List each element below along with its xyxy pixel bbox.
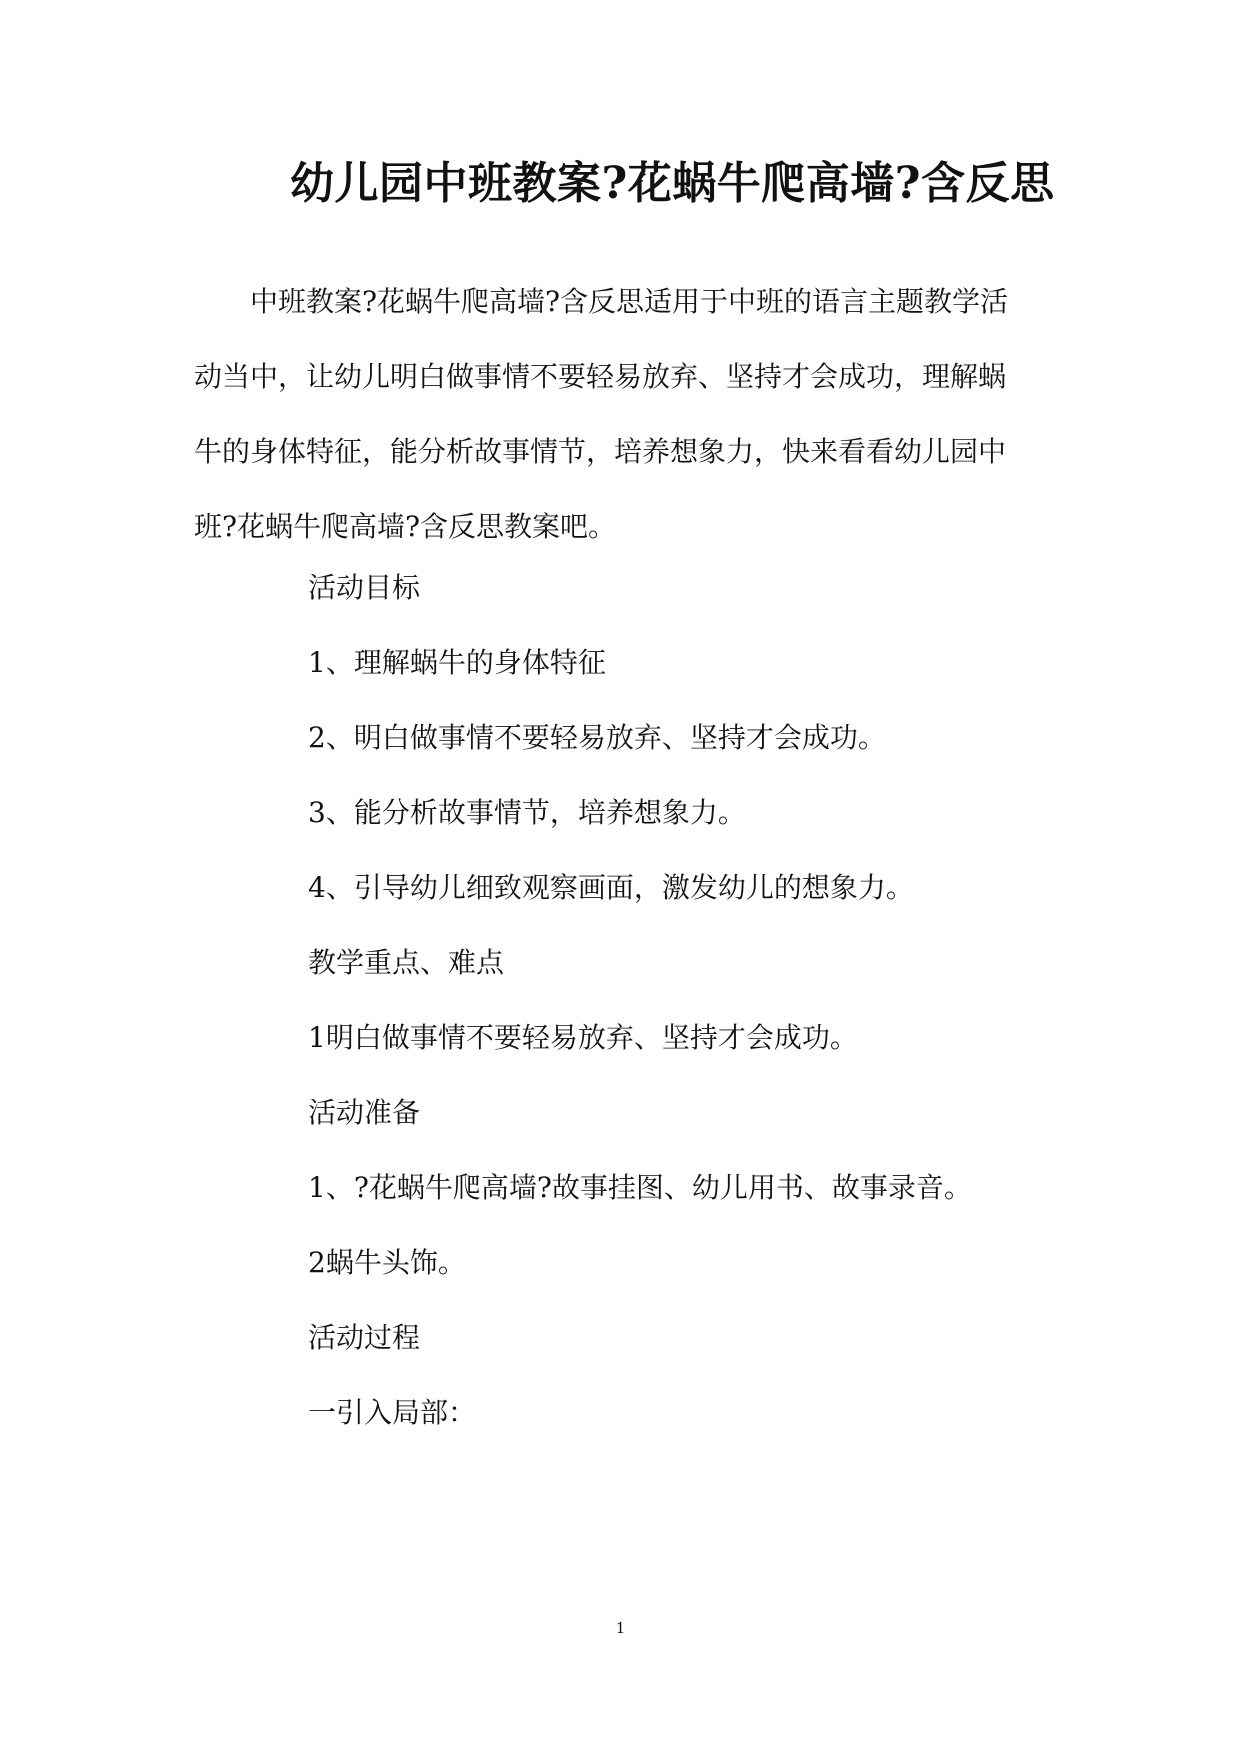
page-number: 1 bbox=[615, 1619, 626, 1637]
intro-line: 班?花蜗牛爬高墙?含反思教案吧。 bbox=[194, 510, 617, 543]
goal-item: 4、引导幼儿细致观察画面，激发幼儿的想象力。 bbox=[308, 871, 914, 904]
focus-item: 1明白做事情不要轻易放弃、坚持才会成功。 bbox=[308, 1021, 858, 1054]
intro-paragraph bbox=[194, 264, 1042, 564]
goal-item: 1、理解蜗牛的身体特征 bbox=[308, 646, 606, 679]
goal-item: 2、明白做事情不要轻易放弃、坚持才会成功。 bbox=[308, 721, 886, 754]
section-heading-focus: 教学重点、难点 bbox=[308, 946, 505, 979]
intro-line: 中班教案?花蜗牛爬高墙?含反思适用于中班的语言主题教学活 bbox=[250, 285, 1009, 318]
document-title: 幼儿园中班教案?花蜗牛爬高墙?含反思 bbox=[290, 158, 1055, 209]
preparation-item: 2蜗牛头饰。 bbox=[308, 1246, 466, 1279]
section-heading-goals: 活动目标 bbox=[308, 571, 421, 604]
goal-item: 3、能分析故事情节，培养想象力。 bbox=[308, 796, 746, 829]
section-heading-process: 活动过程 bbox=[308, 1321, 421, 1354]
process-item: 一引入局部： bbox=[308, 1396, 477, 1429]
section-heading-preparation: 活动准备 bbox=[308, 1096, 421, 1129]
intro-line: 牛的身体特征，能分析故事情节，培养想象力，快来看看幼儿园中 bbox=[194, 435, 1007, 468]
preparation-item: 1、?花蜗牛爬高墙?故事挂图、幼儿用书、故事录音。 bbox=[308, 1171, 972, 1204]
intro-line: 动当中，让幼儿明白做事情不要轻易放弃、坚持才会成功，理解蜗 bbox=[194, 360, 1007, 393]
